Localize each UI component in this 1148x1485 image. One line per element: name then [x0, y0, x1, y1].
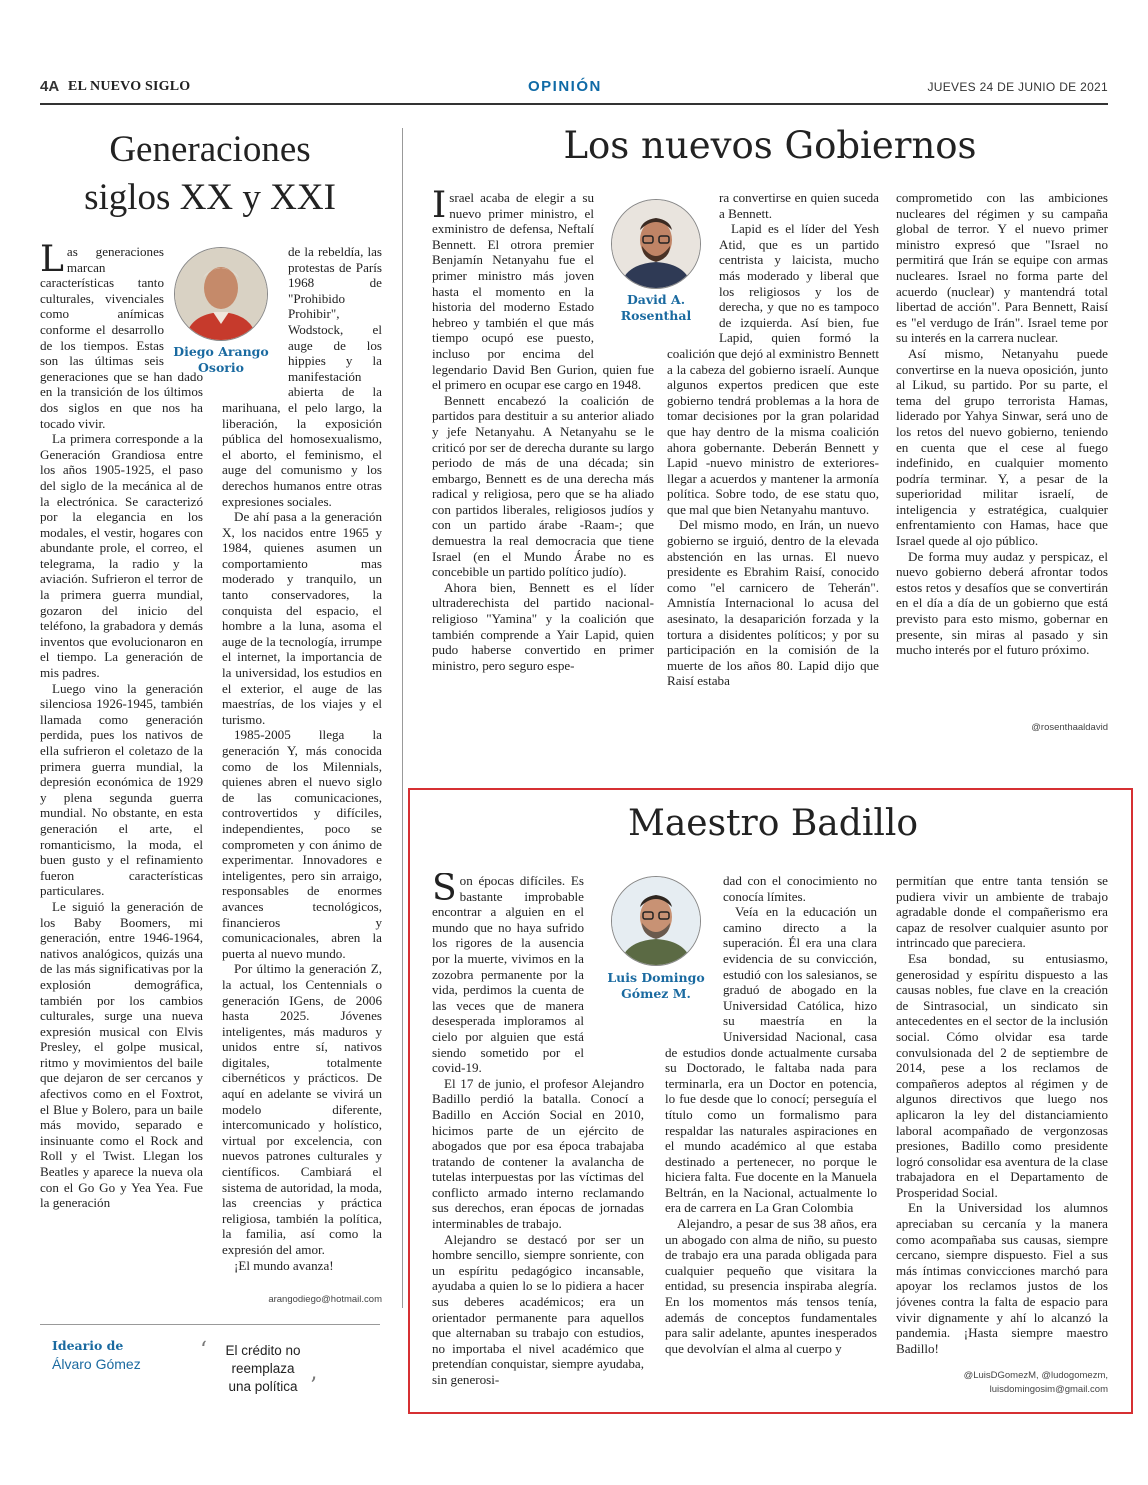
author-name-diego: Diego Arango Osorio [173, 344, 269, 375]
article1-paragraph: De ahí pasa a la generación X, los nacidos entre 1965 y 1984, quienes asumen un comportamiento mas moderado y tranquilo, un tanto conservadores, la conquista del espacio, el hombre a la luna, asoma el auge de la tecnología, irrumpe el internet, la importancia de la universidad, los estudios en el exterior, el auge de las maestrías, de los viajes y el turismo. [222, 509, 382, 727]
article1-column-b [222, 244, 382, 1294]
close-quote-icon: ’ [310, 1374, 317, 1399]
article3-title: Maestro Badillo [627, 803, 919, 844]
article2-paragraph: De forma muy audaz y perspicaz, el nuevo gobierno deberá afrontar todos estos retos y desafíos que se convertirán en el día a día de un gobierno que está previsto para esto mismo, gobernar en presente, sin miras al pasado y sin mucho interés por el futuro próximo. [896, 548, 1108, 658]
column-divider [402, 128, 403, 1308]
article1-title: Generaciones siglos XX y XXI [84, 129, 336, 218]
article1-paragraph: de la rebeldía, las protestas de París 1968 de "Prohibido Prohibir", Wodstock, el auge de los hippies y la manifestación abierta de la marihuana, el pelo largo, la liberación, la exposición pública del homosexualismo, el aborto, el feminismo, el auge del comunismo y los derechos humanos entre otras expresiones sociales. [222, 244, 382, 509]
article2-lead: Israel acaba de elegir a su nuevo primer ministro, el exministro de defensa, Neftalí Bennett. El otrora premier Benjamín Netanyahu fue el primer ministro más joven hasta el momento en la historia del moderno Estado hebreo y también el que más tiempo ocupó ese puesto, incluso por encima del legendario David Ben Gurion, quien fue el primero en ocupar ese cargo en 1948. [432, 190, 654, 393]
article3-paragraph: Esa bondad, su entusiasmo, generosidad y espíritu dispuesto a las causas nobles, fue clave en la creación de Sintrasocial, un sindicato sin antecedentes en el sector de la inclusión social. Cómo olvidar esa tarde convulsionada del 2 de septiembre de 2014, pese a los reclamos de compañeros adeptos al régimen y de algunos directivos que luego nos aplicaron la ley del distanciamiento laboral acompañado de vergonzosas presiones, Badillo como presidente logró consolidar esa aventura de la clase trabajadora en el Departamento de Prosperidad Social. [896, 950, 1108, 1200]
article2-paragraph: Del mismo modo, en Irán, un nuevo gobierno se irguió, dentro de la elevada abstención en las urnas. El nuevo presidente es Ebrahim Raisí, conocido como "el carnicero de Teherán". Amnistía Internacional lo acusa del asesinato, la desaparición forzada y la tortura a disidentes políticos; y por su participación en la comisión de la muerte de los años 80. Lapid dijo que Raisí estaba [667, 517, 879, 689]
article3-column-3 [896, 873, 1108, 1367]
article3-column-1 [432, 873, 644, 1397]
article2-handle[interactable]: @rosenthaaldavid [1031, 722, 1108, 733]
article1-paragraph: 1985-2005 llega la generación Y, más conocida como de los Milennials, quienes abren el nuevo siglo de las comunicaciones, controvertidos y difíciles, independientes, poco se comprometen y con ánimo de experimentar. Innovadores e inteligentes, pero sin arraigo, responsables de enormes avances tecnológicos, financieros y comunicacionales, abren la puerta al nuevo mundo. [222, 727, 382, 961]
article2-title: Los nuevos Gobiernos [563, 124, 977, 167]
article1-paragraph: La primera corresponde a la Generación Grandiosa entre los años 1905-1925, el paso del siglo de la mecánica al de la electrónica. Se caracterizó por la elegancia en los modales, el vestir, hogares con abundante prole, el correo, el telegrama, la radio y la aviación. Sufrieron el terror de la primera guerra mundial, gozaron del inicio del teléfono, la grabadora y demás inventos que evolucionaron en el tiempo. La generación de mis padres. [40, 431, 203, 681]
open-quote-icon: ‘ [200, 1338, 207, 1363]
article3-paragraph: Veía en la educación un camino directo a la superación. Él era una clara evidencia de su convicción, estudió con los salesianos, se graduó de abogado en la Universidad Católica, hizo su maestría en la Universidad Nacional, casa de estudios donde actualmente cursaba su Doctorado, le faltaba nada para terminarla, era un Doctor en potencia, lo fue desde que lo conocí; perseguía el título como un formalismo para respaldar las naturales aspiraciones en el mundo académico al que estaba destinado a pertenecer, no porque le hiciera falta. Fue docente en la Manuela Beltrán, en la Nacional, actualmente lo era de carrera en La Gran Colombia [665, 904, 877, 1216]
article3-paragraph: Alejandro se destacó por ser un hombre sencillo, siempre sonriente, con un espíritu pedagógico incansable, ayudaba a quien lo se lo pidiera a hacer sus deberes académicos; era un orientador permanente para aquellos que alternaban su trabajo con estudios, no importaba el nivel académico que pretendían conquistar, siempre ayudaba, sin generosi- [432, 1231, 644, 1387]
article1-column-a [40, 244, 203, 1310]
article1-paragraph: ¡El mundo avanza! [234, 1257, 334, 1273]
article2-paragraph: Bennett encabezó la coalición de partidos para destituir a su anterior aliado y jefe Netanyahu. A Netanyahu se le criticó por ser de derecha durante su largo periodo de más de una década; sin embargo, Bennett es de una derecha más radical y religiosa, pero que se ha aliado con partidos liberales, religiosos judíos y con un partido árabe -Raam-; que demuestra la real democracia que tiene Israel (en el Mundo Árabe no es concebible un partido político judío). [432, 392, 654, 580]
article3-lead: Son épocas difíciles. Es bastante improbable encontrar a alguien en el mundo que no haya sufrido los rigores de la ausencia por la muerte, vivimos en la zozobra permanente por la vida, perdimos la cuenta de las veces que de manera desesperada imploramos al cielo por alguien que está siendo sometido por el covid-19. [432, 873, 584, 1076]
header-rule [40, 103, 1108, 105]
issue-date: JUEVES 24 DE JUNIO DE 2021 [927, 80, 1108, 94]
ideario-rule [40, 1324, 380, 1325]
ideario-quote: El crédito no reemplaza una política [225, 1343, 301, 1394]
article3-paragraph: El 17 de junio, el profesor Alejandro Badillo perdió la batalla. Conocí a Badillo en Acción Social en 2010, hicimos parte de un ejército de abogados que por esa época trabajaba tratando de contener la avalancha de tutelas interpuestas por las víctimas del conflicto armado interno reclamando sus derechos, eran épocas de jornadas interminables de trabajo. [432, 1075, 644, 1232]
article2-column-1 [432, 190, 654, 738]
article2-paragraph: comprometido con las ambiciones nucleares del régimen y su campaña global de terror. Y el nuevo primer ministro expresó que "Israel no permitirá que Irán se equipe con armas nucleares. Israel no forma parte del acuerdo (nuclear) y mantendrá total libertad de acción". Para Bennett, Raisí es "el verdugo de Irán". Israel teme por su interés en la carrera nuclear. [896, 190, 1108, 346]
author-name-luis: Luis Domingo Gómez M. [607, 970, 705, 1001]
article1-paragraph: Luego vino la generación silenciosa 1926-1945, también llamada como generación perdida, pues los nativos de ella sufrieron el coletazo de la primera guerra mundial, la depresión económica de 1929 y plena segunda guerra mundial. No obstante, en esta generación el arte, el romanticismo, la moda, el buen gusto y el refinamiento fueron características particulares. [40, 680, 203, 899]
article2-paragraph: ra convertirse en quien suceda a Bennett. [719, 190, 879, 221]
author-name-david: David A. Rosenthal [620, 292, 692, 323]
section-name: OPINIÓN [528, 78, 602, 95]
article1-paragraph: Por último la generación Z, la actual, los Centennials o generación IGens, de 2006 hasta 2025. Jóvenes inteligentes, más maduros y unidos entre sí, nativos digitales, totalmente cibernéticos y prácticos. De aquí en adelante se vivirá un modelo diferente, intercomunicado y holístico, virtual por excelencia, con nuevos patrones culturales y científicos. Cambiará el sistema de autoridad, la moda, las creencias y práctica religiosa, también la política, la familia, así como la expresión del amor. [222, 961, 382, 1257]
ideario-name: Álvaro Gómez [52, 1356, 141, 1372]
article2-column-2 [667, 190, 879, 738]
article1-paragraph: Le siguió la generación de los Baby Boomers, mi generación, entre 1946-1964, nativos analógicos, quizás una de las más significativas por la explosión demográfica, también por los cambios culturales, surge una nueva expresión musical con Elvis Presley, el golpe musical, ritmo y movimientos del baile que dejaron de ser cercanos y afectivos como en el Foxtrot, el Blue y Bolero, para un baile más movido, separado e insinuante como el Rock and Roll y el Twist. Llegan los Beatles y aparece la nueva ola con el Go Go y Yea Yea. Fue la generación [40, 898, 203, 1211]
article2-paragraph: Lapid es el líder del Yesh Atid, que es un partido centrista y laicista, mucho más moderado y liberal que los religiosos y los de derecha, y que no es tampoco de izquierda. Así bien, fue Lapid, quien formó la coalición que dejó al exministro Bennett a la cabeza del gobierno israelí. Aunque algunos expertos predicen que este gobierno tendrá problemas a la hora de tomar decisiones por la gran polaridad que hay dentro de la misma coalición ahora gobernante. Deberán Bennett y Lapid -nuevo ministro de exteriores- llegar a acuerdos y mantener la armonía política. Sobre todo, de ese statu quo, que mal que bien Netanyahu mantuvo. [667, 221, 879, 517]
article3-paragraph: Alejandro, a pesar de sus 38 años, era un abogado con alma de niño, su puesto de trabajo era una parada obligada para cualquier pequeño que visitara la entidad, su presencia inspiraba alegría. En los momentos más tensos tenía, además de conceptos fundamentales para salir adelante, apuntes inesperados que devolvían el alma al cuerpo y [665, 1216, 877, 1356]
page-number: 4A [40, 78, 60, 95]
article1-email[interactable]: arangodiego@hotmail.com [268, 1294, 382, 1305]
article2-paragraph: Así mismo, Netanyahu puede convertirse en la nueva oposición, junto al Likud, su partido. Por su parte, el tema del grupo terrorista Hamas, liderado por Yahya Sinwar, será uno de los retos del nuevo gobierno, teniendo en cuenta que el cese al fuego indefinido, en cualquier momento podría terminar. Y, a pesar de la superioridad militar israelí, de inteligencia y estratégica, cualquier enfrentamiento con Hamas, hace que Israel quede al ojo público. [896, 345, 1108, 549]
article1-lead: Las generaciones marcan características tanto culturales, vivenciales como anímicas conforme el desarrollo de los tiempos. Estas son las últimas seis generaciones que se han dado en la transición de los últimos dos siglos en que nos ha tocado vivir. [40, 244, 203, 431]
article3-paragraph: dad con el conocimiento no conocía límites. [723, 873, 877, 904]
article3-column-2 [665, 873, 877, 1397]
article3-paragraph: permitían que entre tanta tensión se pudiera vivir un ambiente de trabajo agradable donde el compañerismo era capaz de resolver cualquier asunto por intrincado que pareciera. [896, 873, 1108, 951]
newspaper-name: EL NUEVO SIGLO [68, 79, 191, 94]
article2-column-3 [896, 190, 1108, 720]
article2-paragraph: Ahora bien, Bennett es el líder ultraderechista del partido nacional-religioso "Yamina" y la coalición que también comprende a Yair Lapid, quien pudo haberse convertido en primer ministro, pero seguro espe- [432, 579, 654, 673]
ideario-label: Ideario de [52, 1338, 124, 1353]
article3-email[interactable]: luisdomingosim@gmail.com [989, 1384, 1108, 1395]
article3-handles[interactable]: @LuisDGomezM, @ludogomezm, [963, 1370, 1108, 1381]
page-header [40, 78, 1108, 100]
article3-paragraph: En la Universidad los alumnos apreciaban su cercanía y la manera como acompañaba sus causas, siempre cercano, siempre dispuesto. Fiel a sus más íntimas convicciones marchó para apoyar los reclamos justos de los jóvenes contra la falta de espacio para vivir dignamente y ahí lo alcanzó la pandemia. ¡Hasta siempre maestro Badillo! [896, 1200, 1108, 1356]
